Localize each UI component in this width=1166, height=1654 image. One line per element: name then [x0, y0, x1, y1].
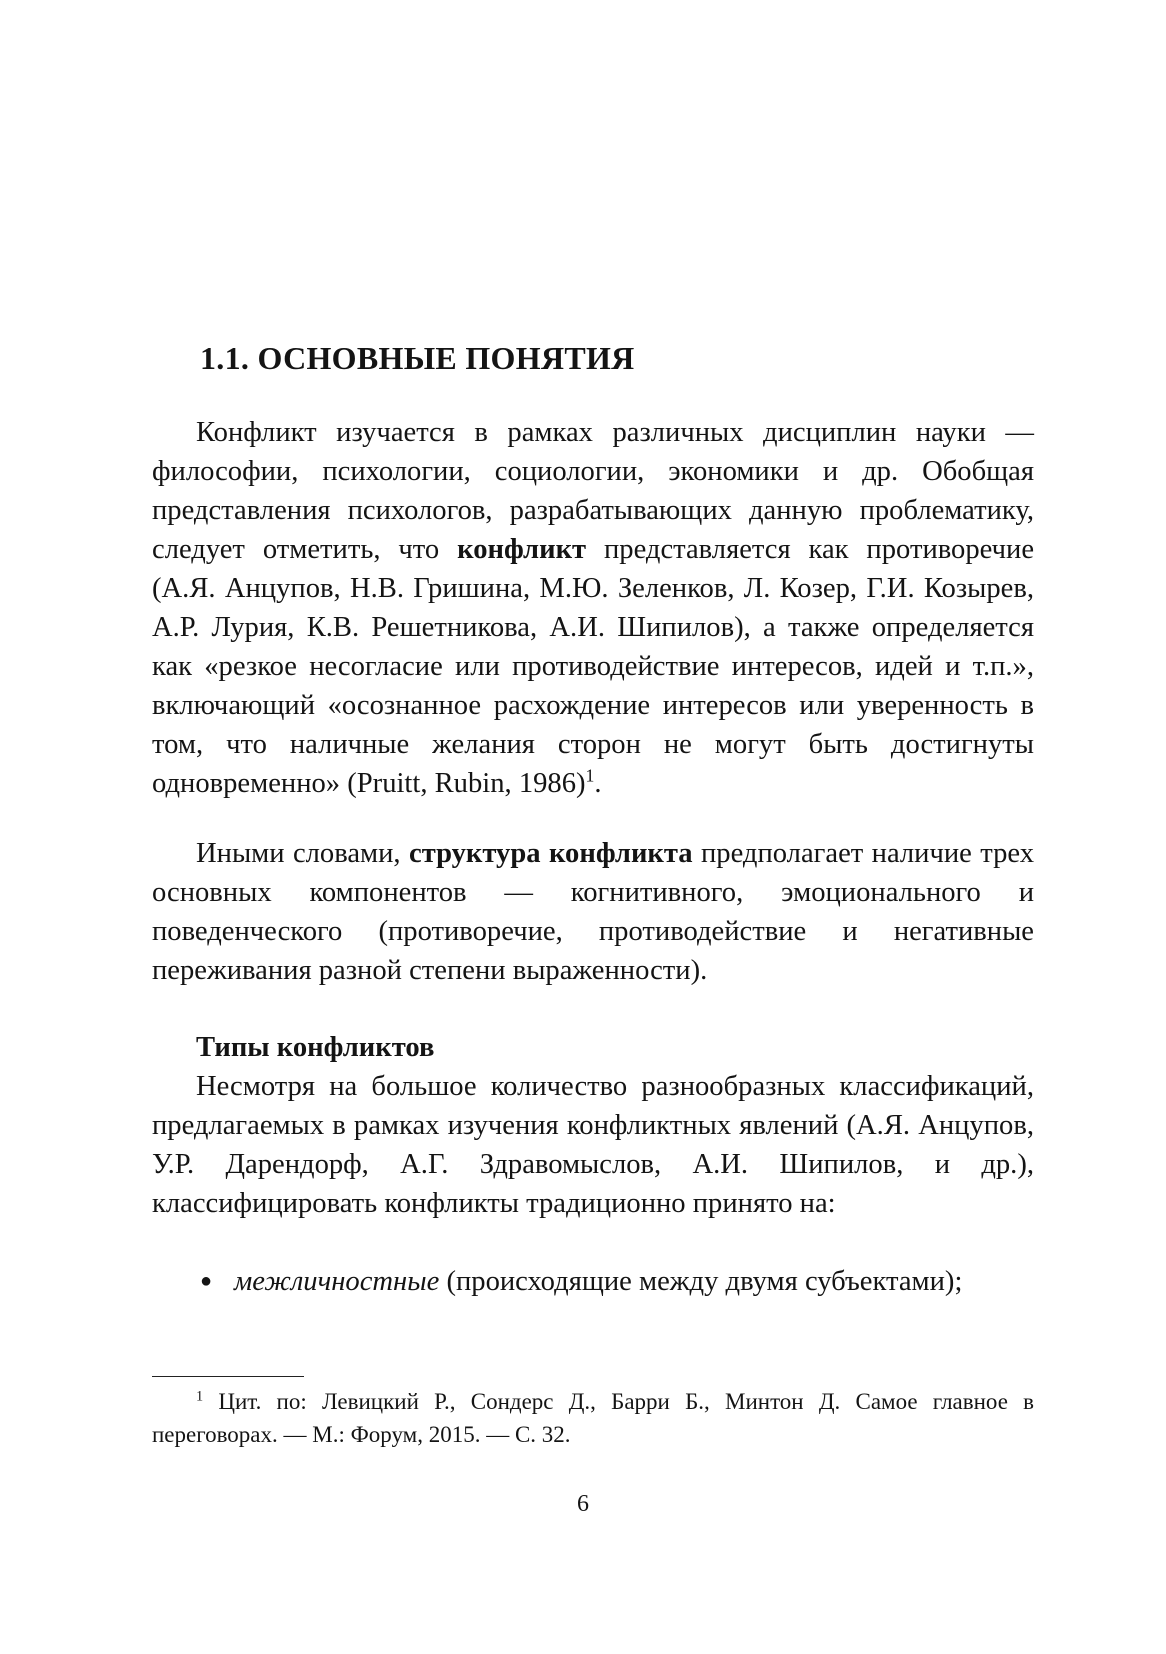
footnote-number: 1: [196, 1388, 204, 1405]
footnote-divider: [152, 1376, 304, 1377]
footnote: [152, 1385, 1034, 1451]
paragraph-text: предполагает наличие трех основных компонентов — когнитивного, эмоционального и поведенческого (противоречие, противодействие и негативные переживания разной степени выраженности).: [152, 838, 1035, 986]
paragraph-text: .: [594, 768, 602, 799]
list-item-text: (происходящие между двумя субъектами);: [439, 1266, 963, 1297]
paragraph-text: Иными словами,: [196, 838, 409, 869]
conflict-types-list: [152, 1262, 1034, 1301]
italic-term: межличностные: [234, 1266, 440, 1297]
paragraph-text: Конфликт изучается в рамках различных дисциплин науки — философии, психологии, социологии, экономики и др. Обобщая представления психологов, разрабатывающих данную проблематику, следует отметить, что: [152, 417, 1034, 565]
section-title: 1.1. ОСНОВНЫЕ ПОНЯТИЯ: [200, 340, 635, 376]
paragraph-text: представляется как противоречие (А.Я. Анцупов, Н.В. Гришина, М.Ю. Зеленков, Л. Козер, Г.И. Козырев, А.Р. Лурия, К.В. Решетникова, А.И. Шипилов), а также определяется как «резкое несогласие или противодействие интересов, идей и т.п.», включающий «осознанное расхождение интересов или уверенность в том, что наличные желания сторон не могут быть достигнуты одновременно» (Pruitt, Rubin, 1986): [152, 534, 1035, 799]
footnote-reference: 1: [585, 765, 595, 786]
list-item: [152, 1262, 1034, 1301]
paragraph-conflict-structure: [152, 834, 1034, 990]
subheading-conflict-types: Типы конфликтов: [196, 1032, 435, 1063]
bold-term-structure: структура конфликта: [409, 838, 693, 869]
page-number: 6: [577, 1491, 589, 1517]
bullet-icon: ●: [200, 1270, 213, 1292]
paragraph-classification: Несмотря на большое количество разнообразных классификаций, предлагаемых в рамках изучения конфликтных явлений (А.Я. Анцупов, У.Р. Дарендорф, А.Г. Здравомыслов, А.И. Шипилов, и др.), классифицировать конфликты традиционно принято на:: [152, 1071, 1034, 1219]
paragraph-conflict-definition: [152, 413, 1034, 803]
bold-term-conflict: конфликт: [457, 534, 587, 565]
footnote-text: Цит. по: Левицкий Р., Сондерс Д., Барри Б., Минтон Д. Самое главное в переговорах. — М.: Форум, 2015. — С. 32.: [152, 1389, 1034, 1447]
